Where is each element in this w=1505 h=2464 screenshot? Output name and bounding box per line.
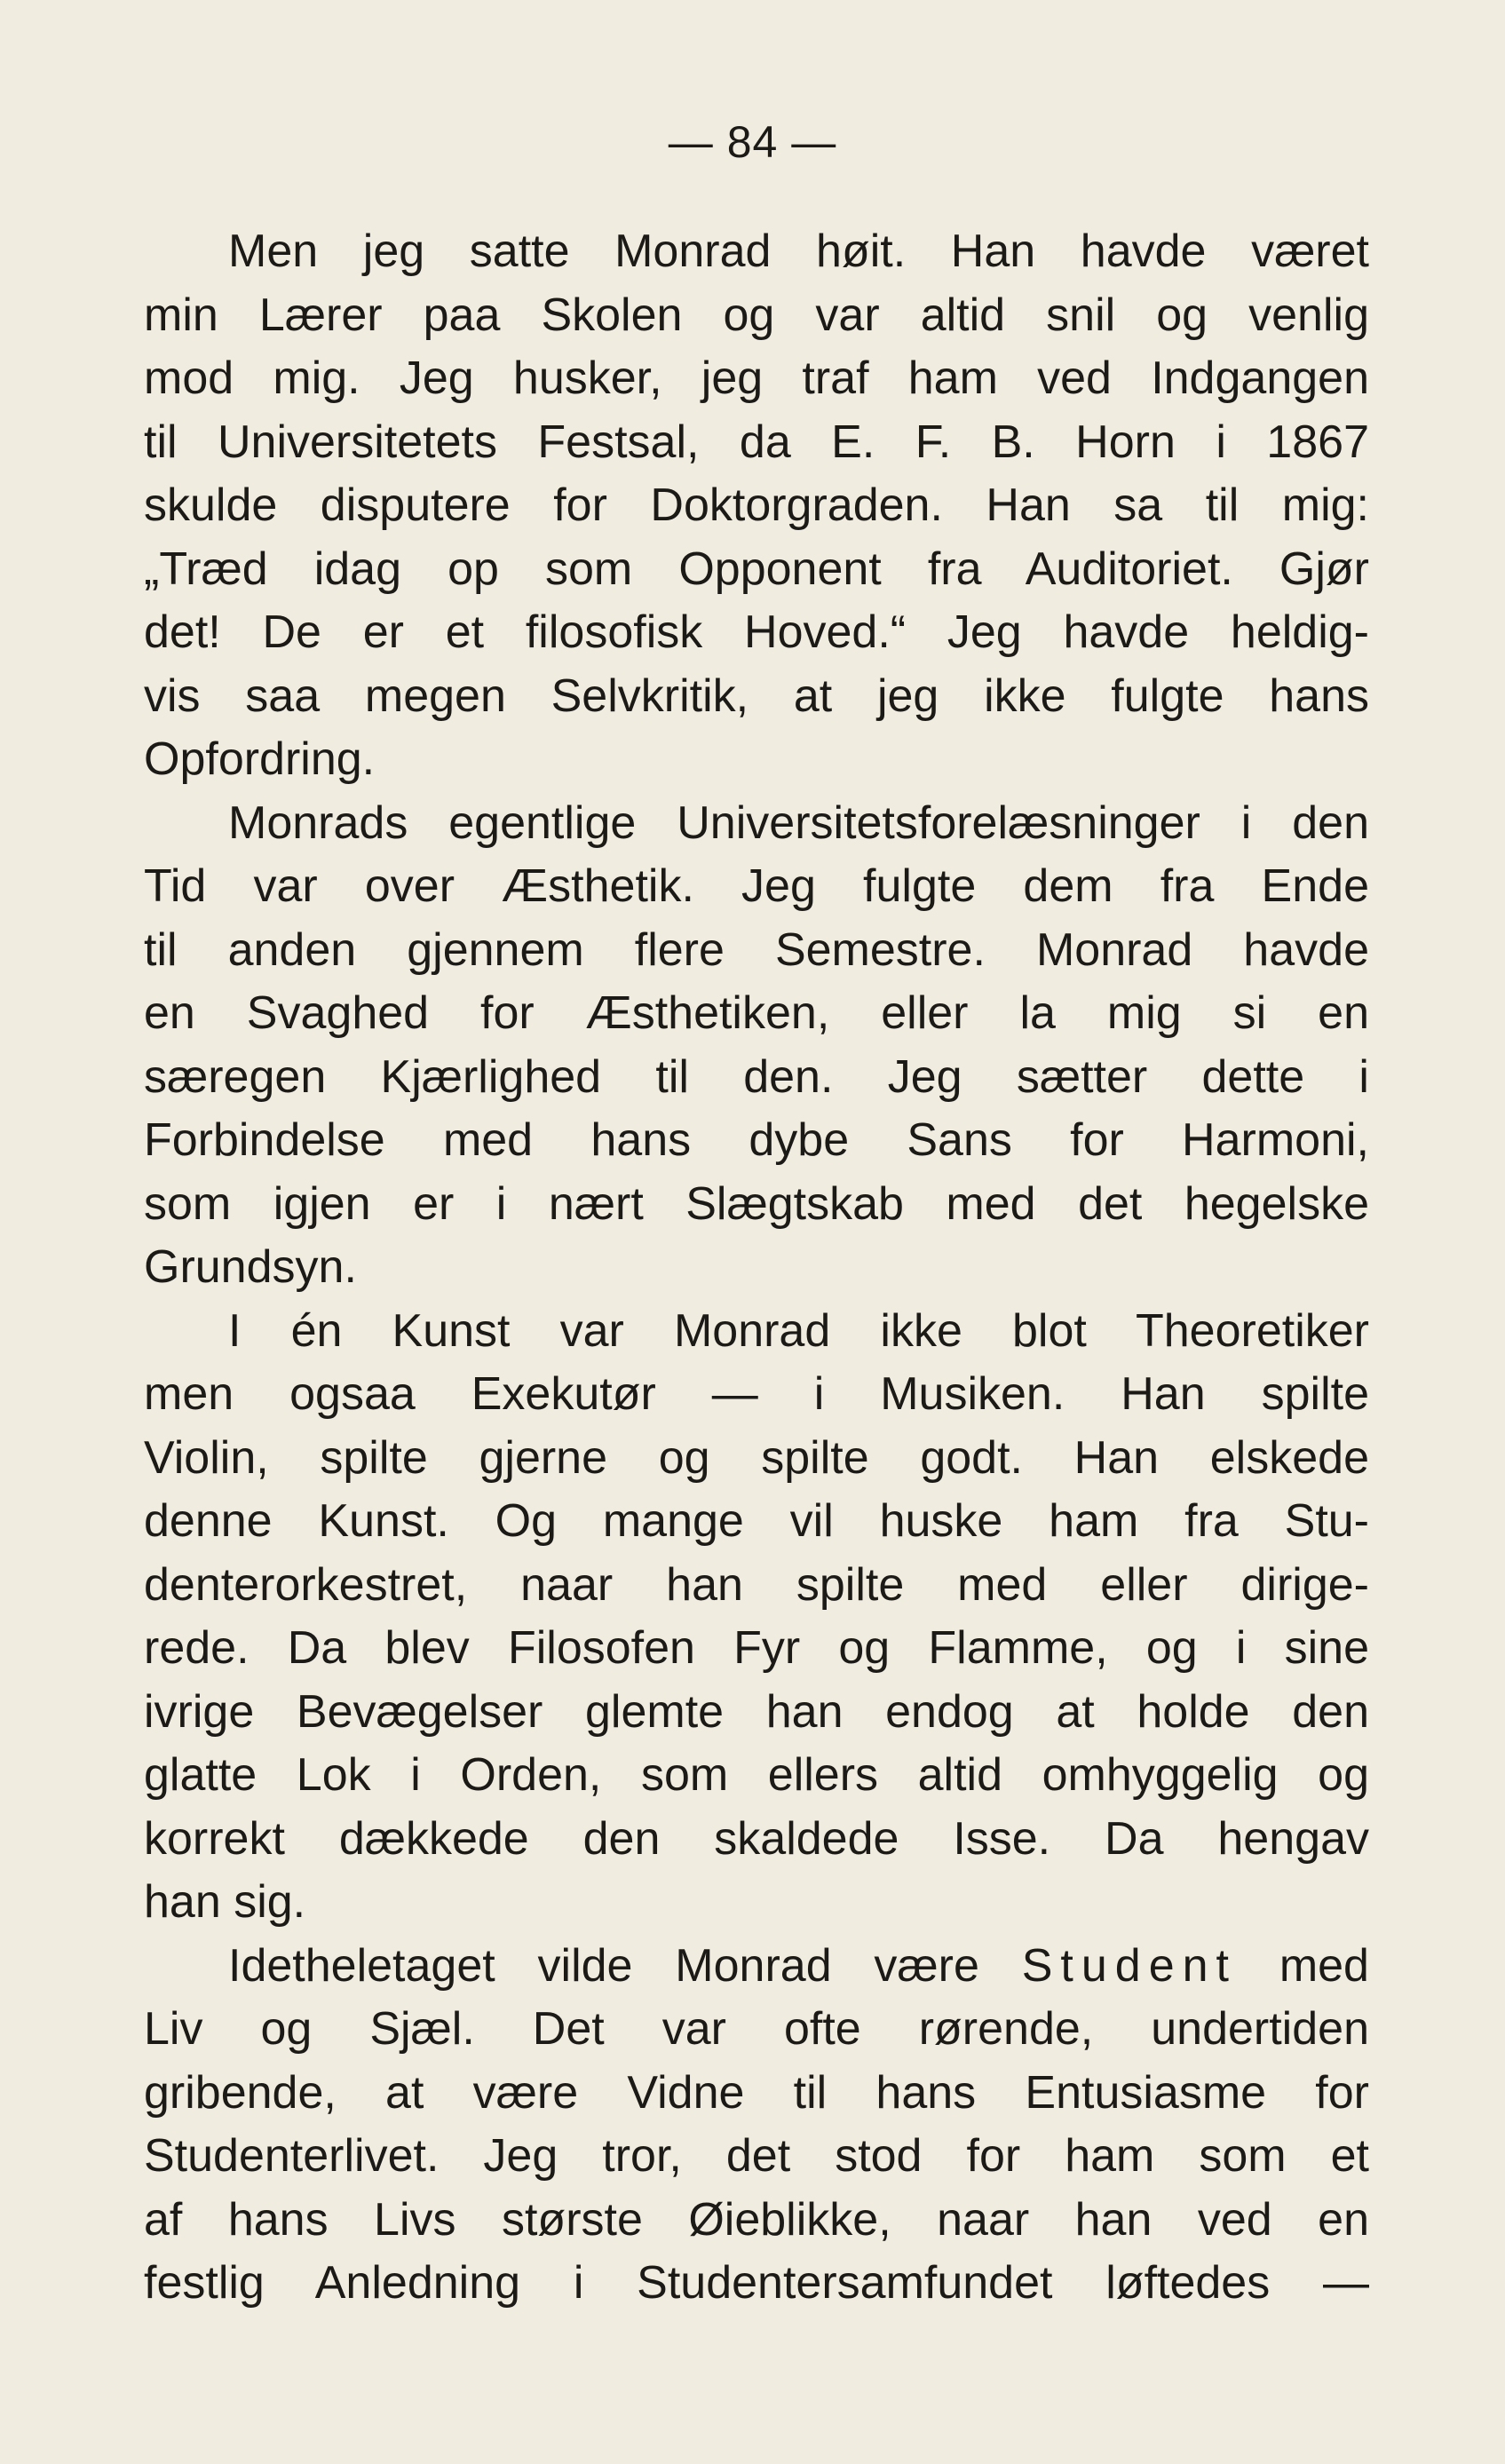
text-line: af hans Livs største Øieblikke, naar han ved en <box>144 2193 1369 2246</box>
text-line: min Lærer paa Skolen og var altid snil og venlig <box>144 289 1369 341</box>
text-line: denne Kunst. Og mange vil huske ham fra Stu- <box>144 1495 1369 1547</box>
text-line <box>144 1935 1369 1999</box>
text-line: glatte Lok i Orden, som ellers altid omhyggelig og <box>144 1749 1369 1801</box>
text-line: Forbindelse med hans dybe Sans for Harmoni, <box>144 1114 1369 1166</box>
text-line: som igjen er i nært Slægtskab med det hegelske <box>144 1177 1369 1230</box>
text-line: Liv og Sjæl. Det var ofte rørende, undertiden <box>144 2003 1369 2055</box>
text-segment: Idetheletaget vilde Monrad være <box>228 1939 1022 1992</box>
text-line: festlig Anledning i Studentersamfundet løftedes — <box>144 2257 1369 2309</box>
page-number: — 84 — <box>668 117 837 167</box>
text-line: rede. Da blev Filosofen Fyr og Flamme, og i sine <box>144 1622 1369 1674</box>
text-line: til anden gjennem flere Semestre. Monrad havde <box>144 923 1369 976</box>
text-line: Studenterlivet. Jeg tror, det stod for ham som et <box>144 2130 1369 2182</box>
text-line: mod mig. Jeg husker, jeg traf ham ved Indgangen <box>144 353 1369 404</box>
text-line: skulde disputere for Doktorgraden. Han sa til mig: <box>144 479 1369 531</box>
text-line: det! De er et filosofisk Hoved.“ Jeg havde heldig- <box>144 606 1369 658</box>
text-line: Tid var over Æsthetik. Jeg fulgte dem fra Ende <box>144 860 1369 912</box>
text-line: vis saa megen Selvkritik, at jeg ikke fulgte hans <box>144 669 1369 722</box>
text-line: til Universitetets Festsal, da E. F. B. Horn i 1867 <box>144 416 1369 468</box>
paragraph-4 <box>144 1935 1369 2316</box>
paragraph-1 <box>144 220 1369 792</box>
body-text <box>144 220 1369 2316</box>
text-line: men ogsaa Exekutør — i Musiken. Han spilte <box>144 1368 1369 1420</box>
text-line: Monrads egentlige Universitetsforelæsninger i den <box>228 796 1369 849</box>
text-line: Grundsyn. <box>144 1241 357 1293</box>
text-line: en Svaghed for Æsthetiken, eller la mig si en <box>144 987 1369 1039</box>
text-line: særegen Kjærlighed til den. Jeg sætter dette i <box>144 1050 1369 1103</box>
text-line: Opfordring. <box>144 733 376 785</box>
text-line: ivrige Bevægelser glemte han endog at holde den <box>144 1685 1369 1738</box>
text-line: korrekt dækkede den skaldede Isse. Da hengav <box>144 1812 1369 1865</box>
text-line: denterorkestret, naar han spilte med eller dirige- <box>144 1558 1369 1611</box>
text-line: Men jeg satte Monrad høit. Han havde været <box>228 226 1369 277</box>
emphasized-word: Student <box>1021 1939 1237 1992</box>
text-line: I én Kunst var Monrad ikke blot Theoretiker <box>228 1304 1369 1357</box>
text-line: Violin, spilte gjerne og spilte godt. Han elskede <box>144 1431 1369 1484</box>
text-line: han sig. <box>144 1876 306 1928</box>
text-line: „Træd idag op som Opponent fra Auditoriet. Gjør <box>144 543 1369 595</box>
text-line: gribende, at være Vidne til hans Entusiasme for <box>144 2066 1369 2119</box>
paragraph-3 <box>144 1300 1369 1935</box>
paragraph-2 <box>144 792 1369 1300</box>
text-segment: med <box>1237 1939 1369 1992</box>
